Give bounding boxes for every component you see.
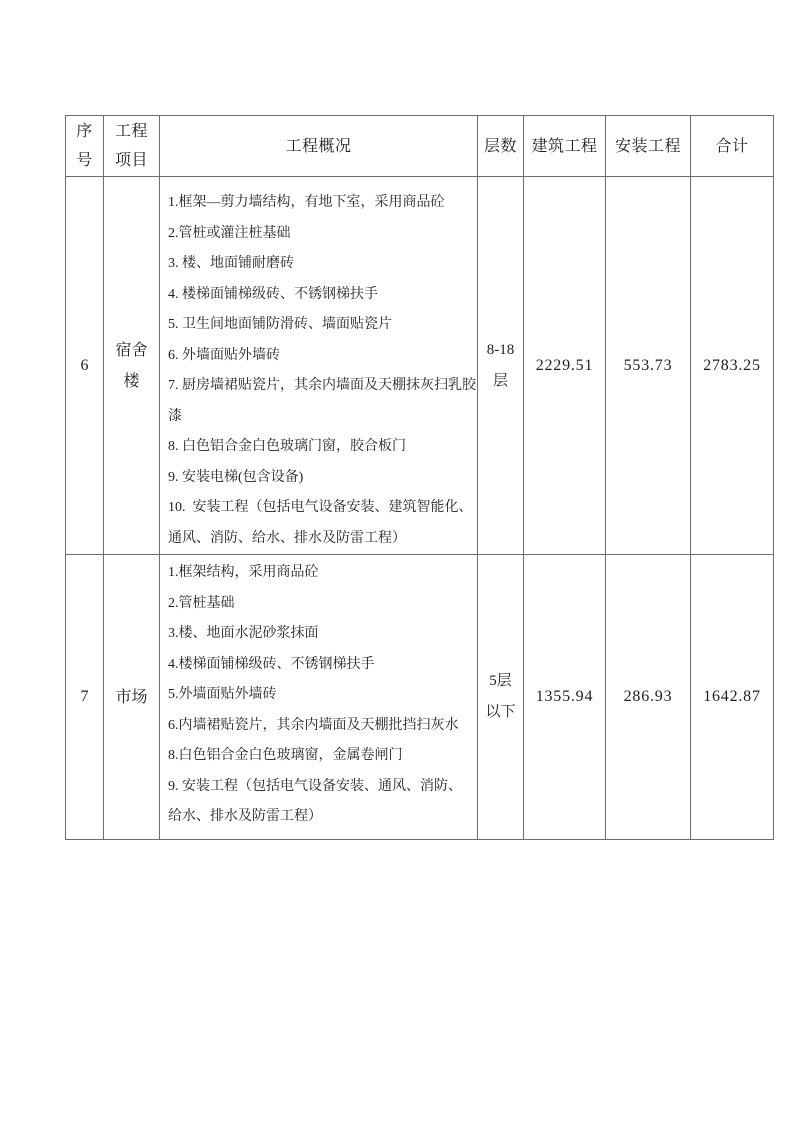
cell-project-name <box>104 177 160 555</box>
text-line: 3. 楼、地面铺耐磨砖 <box>168 256 294 271</box>
text-line: 市场 <box>115 688 148 706</box>
text-line: 7. 厨房墙裙贴瓷片，其余内墙面及天棚抹灰扫乳胶 <box>168 378 476 393</box>
text-line: 8. 白色铝合金白色玻璃门窗，胶合板门 <box>168 439 406 454</box>
text-line: 1.框架结构，采用商品砼 <box>168 565 319 580</box>
text-line: 通风、消防、给水、排水及防雷工程） <box>168 530 406 546</box>
col-header-project-item <box>104 116 160 177</box>
cell-floor-count <box>478 555 524 840</box>
text-line: 4.楼梯面铺梯级砖、不锈钢梯扶手 <box>168 656 375 672</box>
cell-construction-cost: 2229.51 <box>524 177 606 555</box>
text-line: 工程 <box>114 123 148 140</box>
text-line: 以下 <box>485 704 516 720</box>
text-line: 5.外墙面贴外墙砖 <box>168 687 277 702</box>
col-header-floor-count <box>478 116 524 177</box>
text-line: 8-18 <box>486 341 515 358</box>
text-line: 合计 <box>715 137 749 155</box>
col-header-total <box>691 116 774 177</box>
text-line: 漆 <box>168 408 182 424</box>
text-line: 工程概况 <box>285 137 352 155</box>
cell-installation-cost: 286.93 <box>606 555 691 840</box>
text-line: 3.楼、地面水泥砂浆抹面 <box>168 626 319 641</box>
cell-project-name <box>104 555 160 840</box>
cell-serial-number: 6 <box>66 177 104 555</box>
table-body <box>66 177 774 840</box>
text-line: 号 <box>76 152 93 169</box>
col-header-serial-number <box>66 116 104 177</box>
text-line: 4. 楼梯面铺梯级砖、不锈钢梯扶手 <box>168 286 378 302</box>
text-line: 2.管桩基础 <box>168 595 235 611</box>
col-header-construction-works <box>524 116 606 177</box>
col-header-project-overview <box>160 116 478 177</box>
text-line: 项目 <box>114 152 148 169</box>
cell-construction-cost: 1355.94 <box>524 555 606 840</box>
cell-serial-number: 7 <box>66 555 104 840</box>
text-line: 10. 安装工程（包括电气设备安装、建筑智能化、 <box>168 500 473 515</box>
text-line: 8.白色铝合金白色玻璃窗，金属卷闸门 <box>168 748 403 763</box>
text-line: 1.框架—剪力墙结构，有地下室，采用商品砼 <box>168 195 445 210</box>
text-line: 建筑工程 <box>531 137 598 155</box>
text-line: 5层 <box>489 673 512 689</box>
text-line: 安装工程 <box>614 137 681 155</box>
text-line: 6.内墙裙贴瓷片，其余内墙面及天棚批挡扫灰水 <box>168 717 459 733</box>
text-line: 楼 <box>123 372 140 390</box>
cell-floor-count <box>478 177 524 555</box>
text-line: 2.管桩或灌注桩基础 <box>168 225 291 241</box>
table-header-row <box>66 116 774 177</box>
text-line: 5. 卫生间地面铺防滑砖、墙面贴瓷片 <box>168 317 392 332</box>
text-line: 给水、排水及防雷工程） <box>168 809 322 824</box>
cell-total-cost: 1642.87 <box>691 555 774 840</box>
table-row-market <box>66 555 774 840</box>
text-line: 层 <box>492 372 508 389</box>
project-cost-table <box>65 115 774 840</box>
text-line: 9. 安装工程（包括电气设备安装、通风、消防、 <box>168 778 462 794</box>
cell-project-overview <box>160 555 478 840</box>
cell-installation-cost: 553.73 <box>606 177 691 555</box>
text-line: 序 <box>76 123 93 140</box>
col-header-installation-works <box>606 116 691 177</box>
text-line: 宿舍 <box>115 341 148 359</box>
cell-total-cost: 2783.25 <box>691 177 774 555</box>
table-row-dormitory-building <box>66 177 774 555</box>
text-line: 6. 外墙面贴外墙砖 <box>168 347 280 363</box>
cell-project-overview <box>160 177 478 555</box>
text-line: 9. 安装电梯(包含设备) <box>168 469 304 485</box>
text-line: 层数 <box>483 137 517 155</box>
